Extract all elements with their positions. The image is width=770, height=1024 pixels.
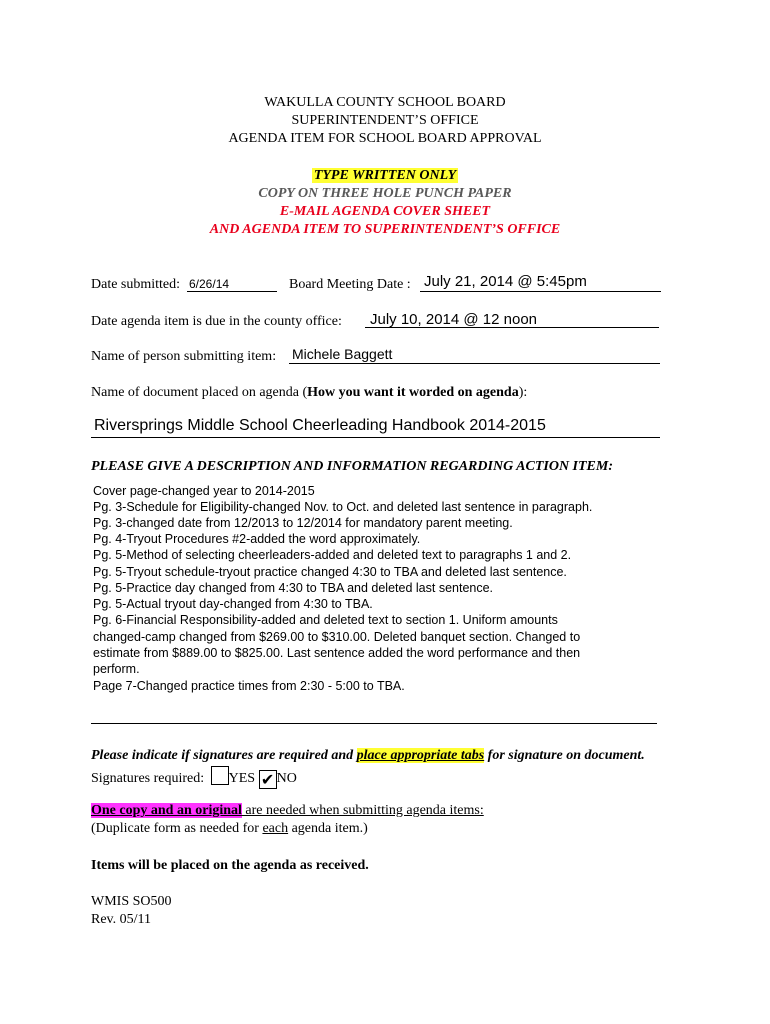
description-line: Pg. 5-Method of selecting cheerleaders-added and deleted text to paragraphs 1 and 2. (93, 548, 572, 562)
description-line: Page 7-Changed practice times from 2:30 - 5:00 to TBA. (93, 679, 405, 693)
form-revision: Rev. 05/11 (91, 912, 152, 927)
description-line: perform. (93, 662, 140, 676)
description-line: changed-camp changed from $269.00 to $310.00. Deleted banquet section. Changed to (93, 630, 581, 644)
typewritten-text: TYPE WRITTEN ONLY (313, 168, 457, 183)
description-line: Pg. 5-Practice day changed from 4:30 to TBA and deleted last sentence. (93, 581, 494, 595)
signatures-required-label: Signatures required: (91, 771, 205, 786)
description-line: Pg. 6-Financial Responsibility-added and deleted text to section 1. Uniform amounts (93, 613, 558, 627)
signatures-required-row (91, 766, 297, 789)
copies-highlight: One copy and an original (91, 803, 242, 818)
submitter-label: Name of person submitting item: (91, 349, 277, 364)
signature-instruction-highlight: place appropriate tabs (356, 748, 485, 763)
due-date-value[interactable]: July 10, 2014 @ 12 noon (370, 311, 538, 328)
instruction-email: E-MAIL AGENDA COVER SHEET (279, 204, 491, 219)
doc-name-label-bold: How you want it worded on agenda (307, 385, 519, 400)
signature-instruction-prefix: Please indicate if signatures are required and (91, 748, 357, 763)
description-line: Pg. 5-Tryout schedule-tryout practice changed 4:30 to TBA and deleted last sentence. (93, 565, 567, 579)
date-submitted-label: Date submitted: (91, 277, 181, 292)
doc-name-label-prefix: Name of document placed on agenda ( (91, 385, 308, 400)
submitter-rule (289, 363, 660, 364)
description-end-rule (91, 723, 657, 724)
submitter-value[interactable]: Michele Baggett (292, 346, 393, 362)
items-note: Items will be placed on the agenda as received. (91, 858, 369, 873)
no-label: NO (276, 771, 297, 786)
duplicate-prefix: (Duplicate form as needed for (91, 821, 263, 836)
instruction-copy: COPY ON THREE HOLE PUNCH PAPER (258, 186, 512, 201)
date-submitted-rule (187, 291, 277, 292)
duplicate-underlined: each (262, 821, 289, 836)
board-meeting-value[interactable]: July 21, 2014 @ 5:45pm (424, 273, 587, 290)
yes-checkbox[interactable] (211, 766, 229, 785)
doc-name-rule (91, 437, 660, 438)
doc-name-value[interactable]: Riversprings Middle School Cheerleading Handbook 2014-2015 (94, 417, 546, 434)
yes-label: YES (228, 771, 256, 786)
signature-instruction-suffix: for signature on document. (484, 748, 645, 763)
instruction-typewritten (0, 168, 770, 184)
form-id: WMIS SO500 (91, 894, 172, 909)
header-line-2: SUPERINTENDENT’S OFFICE (291, 113, 479, 128)
description-line: estimate from $889.00 to $825.00. Last sentence added the word performance and then (93, 646, 581, 660)
header-line-3: AGENDA ITEM FOR SCHOOL BOARD APPROVAL (228, 131, 542, 146)
copies-rest: are needed when submitting agenda items: (241, 803, 484, 818)
header-line-1: WAKULLA COUNTY SCHOOL BOARD (264, 95, 506, 110)
description-line: Pg. 4-Tryout Procedures #2-added the word approximately. (93, 532, 421, 546)
duplicate-note (91, 821, 368, 837)
date-submitted-value[interactable]: 6/26/14 (189, 277, 230, 291)
description-line: Pg. 5-Actual tryout day-changed from 4:30 to TBA. (93, 597, 373, 611)
instruction-agenda: AND AGENDA ITEM TO SUPERINTENDENT’S OFFICE (209, 222, 561, 237)
due-date-rule (365, 327, 659, 328)
description-line: Pg. 3-Schedule for Eligibility-changed Nov. to Oct. and deleted last sentence in paragraph. (93, 500, 593, 514)
description-heading: PLEASE GIVE A DESCRIPTION AND INFORMATION REGARDING ACTION ITEM: (91, 459, 613, 474)
description-line: Pg. 3-changed date from 12/2013 to 12/2014 for mandatory parent meeting. (93, 516, 513, 530)
checkmark-icon: ✔ (260, 770, 275, 789)
doc-name-label (91, 385, 527, 401)
no-checkbox[interactable] (259, 770, 277, 789)
due-date-label: Date agenda item is due in the county office: (91, 314, 342, 329)
doc-name-label-suffix: ): (518, 385, 528, 400)
description-line: Cover page-changed year to 2014-2015 (93, 484, 315, 498)
board-meeting-label: Board Meeting Date : (289, 277, 411, 292)
duplicate-suffix: agenda item.) (288, 821, 368, 836)
signature-instruction (91, 748, 645, 764)
copies-note (91, 803, 484, 819)
board-meeting-rule (420, 291, 661, 292)
